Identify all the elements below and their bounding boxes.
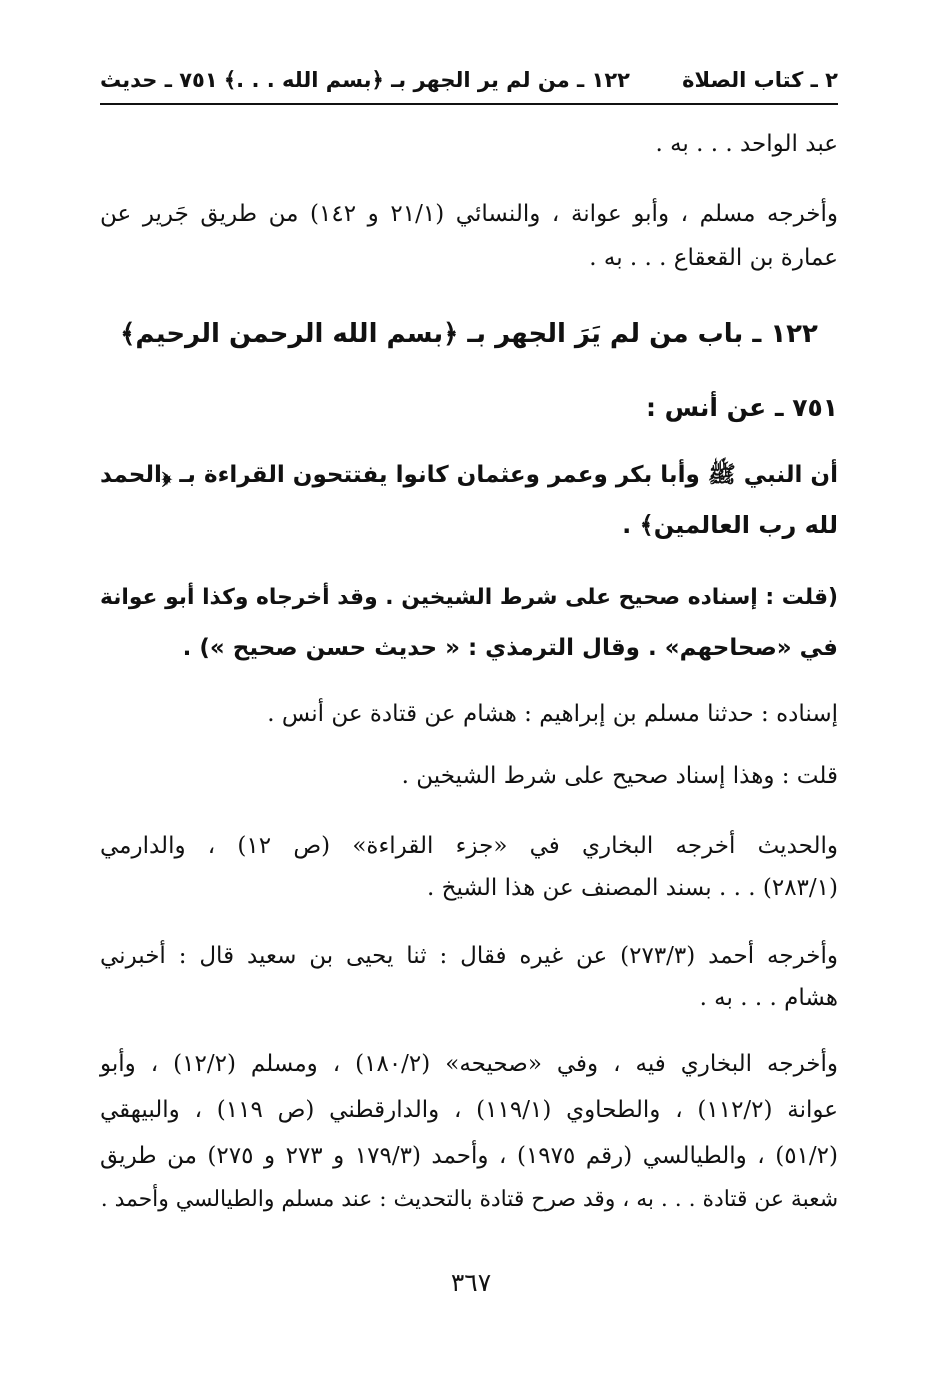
- text-line: وأخرجه أحمد (٢٧٣/٣) عن غيره فقال : ثنا يحيى بن سعيد قال : أخبرني: [100, 943, 838, 969]
- hadith-text-line: أن النبي ﷺ وأبا بكر وعمر وعثمان كانوا يفتتحون القراءة بـ ﴿الحمد: [100, 462, 838, 488]
- header-hadith-label: ٧٥١ ـ حديث: [100, 68, 218, 92]
- text-line: عوانة (١١٢/٢) ، والطحاوي (١١٩/١) ، والدارقطني (ص ١١٩) ، والبيهقي: [100, 1097, 839, 1123]
- page-number: ٣٦٧: [450, 1268, 492, 1297]
- hadith-number: ٧٥١ ـ عن أنس :: [645, 393, 838, 422]
- text-line: وأخرجه مسلم ، وأبو عوانة ، والنسائي (٢١/١ و ١٤٢) من طريق جَرير عن: [100, 201, 838, 227]
- chapter-heading: ١٢٢ ـ باب من لم يَرَ الجهر بـ ﴿بسم الله الرحمن الرحيم﴾: [120, 319, 818, 349]
- text-line: (٢٨٣/١) . . . بسند المصنف عن هذا الشيخ .: [426, 875, 838, 901]
- header-book-title: ٢ ـ كتاب الصلاة: [682, 68, 838, 92]
- grading-line: (قلت : إسناده صحيح على شرط الشيخين . وقد أخرجاه وكذا أبو عوانة: [100, 585, 838, 610]
- header-chapter-title: ١٢٢ ـ من لم ير الجهر بـ ﴿بسم الله . . .﴾: [223, 68, 630, 92]
- text-line: هشام . . . به .: [699, 985, 838, 1011]
- text-line: وأخرجه البخاري فيه ، وفي «صحيحه» (١٨٠/٢) ، ومسلم (١٢/٢) ، وأبو: [100, 1051, 838, 1077]
- text-line: شعبة عن قتادة . . . به ، وقد صرح قتادة بالتحديث : عند مسلم والطيالسي وأحمد .: [100, 1187, 838, 1212]
- grading-line: في «صحاحهم» . وقال الترمذي : « حديث حسن صحيح ») .: [182, 635, 838, 661]
- header-divider: [100, 103, 838, 105]
- hadith-text-line: لله رب العالمين﴾ .: [622, 511, 838, 539]
- note-line: قلت : وهذا إسناد صحيح على شرط الشيخين .: [401, 763, 838, 789]
- isnad-line: إسناده : حدثنا مسلم بن إبراهيم : هشام عن قتادة عن أنس .: [267, 701, 838, 727]
- text-line: عمارة بن القعقاع . . . به .: [589, 245, 838, 271]
- text-line: والحديث أخرجه البخاري في «جزء القراءة» (ص ١٢) ، والدارمي: [100, 833, 838, 859]
- text-line: عبد الواحد . . . به .: [655, 131, 838, 157]
- running-header: [100, 62, 838, 100]
- text-line: (٥١/٢) ، والطيالسي (رقم ١٩٧٥) ، وأحمد (١٧٩/٣ و ٢٧٣ و ٢٧٥) من طريق: [100, 1143, 838, 1169]
